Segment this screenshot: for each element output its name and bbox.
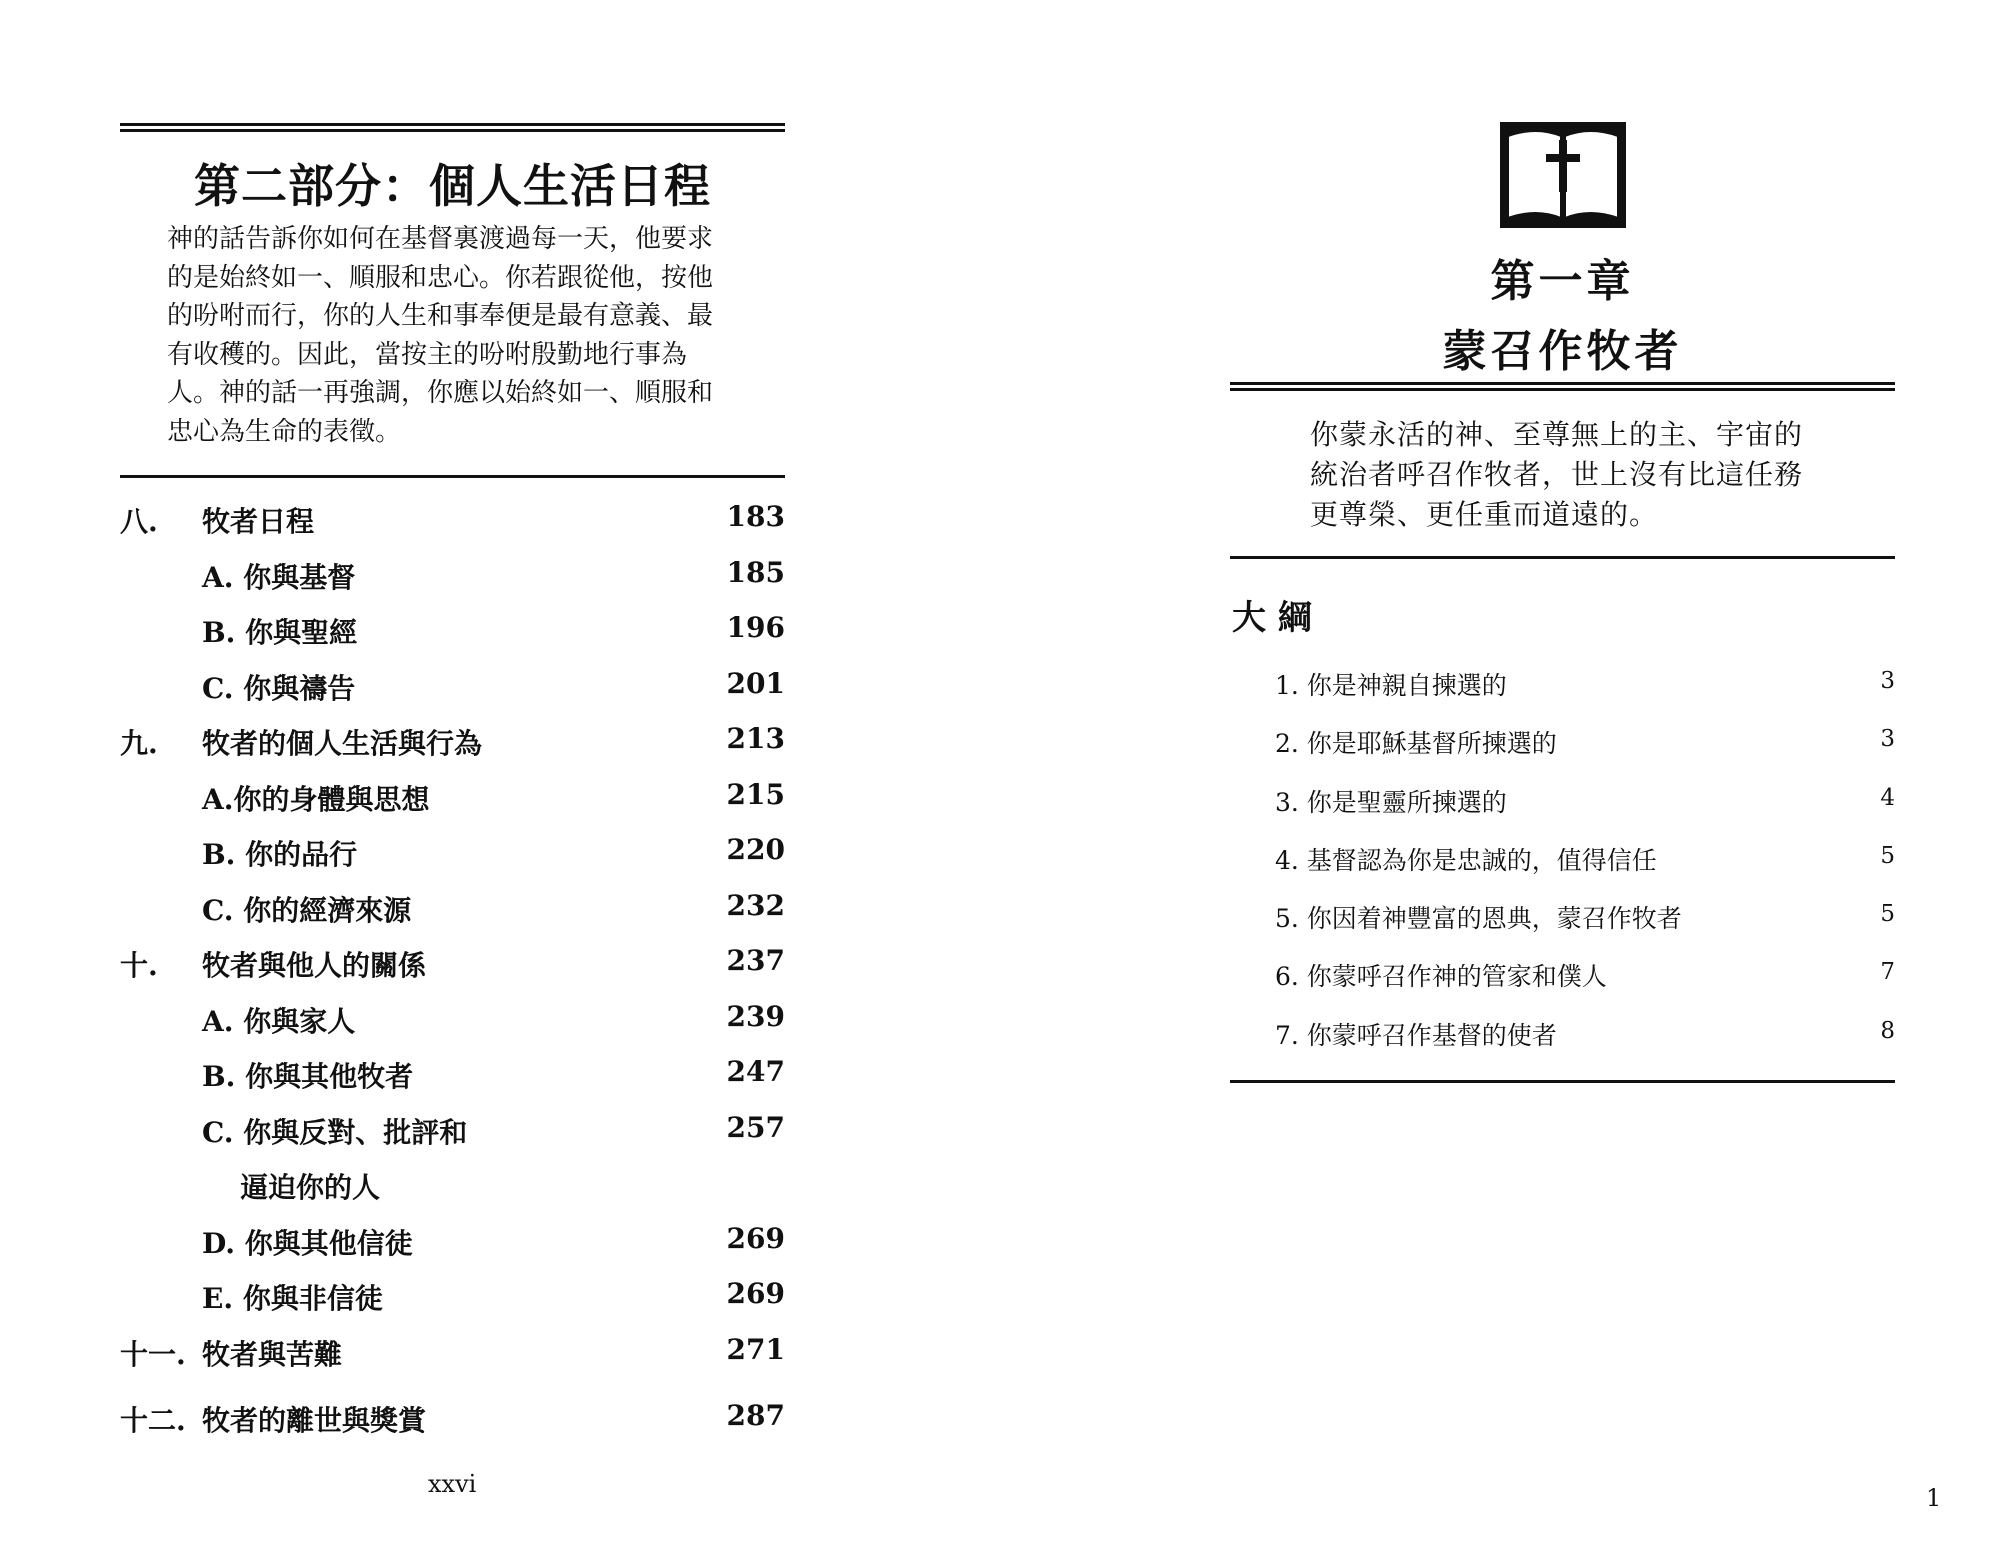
toc-number: 九. [120, 727, 158, 760]
toc-title: 逼迫你的人 [240, 1171, 381, 1204]
toc-title: 牧者的個人生活與行為 [202, 727, 483, 760]
toc-number: 八. [120, 505, 158, 538]
outline-item[interactable] [1275, 947, 1895, 1005]
toc-page: 269 [726, 1221, 785, 1255]
part-title: 第二部分：個人生活日程 [194, 159, 711, 213]
toc-entry[interactable] [120, 490, 785, 546]
outline-item-page: 7 [1880, 959, 1895, 986]
toc-entry[interactable] [120, 1389, 785, 1445]
outline-item-page: 8 [1880, 1017, 1895, 1044]
toc-page: 269 [726, 1277, 785, 1310]
outline-item[interactable] [1275, 773, 1895, 831]
toc-page: 232 [726, 888, 785, 922]
toc-page: 201 [726, 666, 785, 700]
toc-entry[interactable] [120, 546, 785, 602]
chapter-title: 蒙召作牧者 [1442, 326, 1683, 377]
toc-entry[interactable] [120, 934, 785, 990]
toc-page: 287 [726, 1398, 785, 1432]
toc-number: 十二. [120, 1403, 186, 1437]
page-number: 1 [1926, 1484, 1942, 1512]
toc-page: 271 [726, 1332, 785, 1366]
toc-entry[interactable] [120, 879, 785, 935]
toc-title: C. 你的經濟來源 [202, 893, 412, 927]
part-intro [167, 220, 747, 451]
toc-entry-continuation [120, 1156, 785, 1212]
chapter-label: 第一章 [1490, 256, 1635, 307]
intro-line: 忠心為生命的表徵。 [167, 416, 402, 447]
outline-item-text: 4. 基督認為你是忠誠的，值得信任 [1275, 845, 1657, 875]
chapter-outline [1275, 656, 1895, 1064]
toc-title: B. 你與其他牧者 [202, 1060, 414, 1093]
outline-item-text: 1. 你是神親自揀選的 [1275, 671, 1507, 700]
outline-item-text: 5. 你因着神豐富的恩典，蒙召作牧者 [1275, 904, 1682, 934]
toc-entry[interactable] [120, 990, 785, 1046]
outline-item[interactable] [1275, 889, 1895, 947]
outline-item[interactable] [1275, 714, 1895, 772]
toc-page: 213 [726, 722, 785, 755]
toc-page: 257 [726, 1110, 785, 1144]
intro-line: 有收穫的。因此，當按主的吩咐殷勤地行事為 [167, 339, 688, 370]
toc-page: 220 [726, 833, 785, 866]
toc-entry[interactable] [120, 712, 785, 768]
outline-item[interactable] [1275, 1006, 1895, 1064]
outline-item-text: 7. 你蒙呼召作基督的使者 [1275, 1020, 1557, 1050]
toc-entry[interactable] [120, 1267, 785, 1323]
toc-title: 牧者與苦難 [202, 1337, 343, 1371]
toc-title: D. 你與其他信徒 [202, 1226, 413, 1260]
intro-line: 的吩咐而行，你的人生和事奉便是最有意義、最 [167, 301, 714, 331]
outline-item[interactable] [1275, 656, 1895, 714]
toc-title: 牧者與他人的關係 [202, 949, 427, 982]
toc-number: 十一. [120, 1337, 186, 1371]
toc-page: 247 [726, 1055, 785, 1088]
toc-title: A. 你與家人 [202, 1004, 356, 1038]
toc-title: 牧者日程 [202, 505, 315, 538]
outline-item-text: 3. 你是聖靈所揀選的 [1275, 787, 1507, 817]
toc-page: 215 [726, 777, 785, 811]
toc-entry[interactable] [120, 768, 785, 824]
toc-entry[interactable] [120, 1045, 785, 1101]
top-double-rule [120, 123, 785, 132]
toc-number: 十. [120, 949, 158, 982]
outline-item-page: 3 [1880, 726, 1895, 753]
toc-title: C. 你與反對、批評和 [202, 1115, 468, 1149]
toc-entry[interactable] [120, 1323, 785, 1389]
open-bible-cross-icon [1498, 120, 1628, 230]
toc-page: 185 [726, 555, 785, 589]
toc-title: B. 你與聖經 [202, 616, 358, 649]
outline-item-page: 3 [1880, 668, 1895, 694]
outline-heading: 大 綱 [1232, 598, 1312, 638]
chapter-double-rule [1230, 382, 1895, 391]
intro-line: 人。神的話一再強調，你應以始終如一、順服和 [167, 378, 714, 408]
toc-page: 239 [726, 999, 785, 1033]
outline-item-text: 6. 你蒙呼召作神的管家和僕人 [1275, 962, 1607, 992]
summary-rule [1230, 556, 1895, 559]
table-of-contents [120, 490, 785, 1444]
page-number: xxvi [428, 1470, 477, 1498]
toc-entry[interactable] [120, 657, 785, 713]
summary-line: 更尊榮、更任重而道遠的。 [1310, 498, 1659, 531]
toc-entry[interactable] [120, 1101, 785, 1157]
outline-item-page: 5 [1880, 842, 1895, 869]
toc-title: B. 你的品行 [202, 838, 358, 871]
toc-rule [120, 475, 785, 478]
toc-title: A. 你與基督 [202, 560, 356, 594]
summary-line: 你蒙永活的神、至尊無上的主、宇宙的 [1310, 418, 1804, 451]
intro-line: 的是始終如一、順服和忠心。你若跟從他，按他 [167, 262, 714, 293]
toc-title: 牧者的離世與獎賞 [202, 1403, 427, 1437]
outline-item-page: 5 [1880, 901, 1895, 928]
toc-title: E. 你與非信徒 [202, 1282, 383, 1315]
intro-line: 神的話告訴你如何在基督裏渡過每一天，他要求 [167, 224, 714, 254]
toc-title: A.你的身體與思想 [202, 782, 430, 816]
outline-item[interactable] [1275, 831, 1895, 889]
outline-item-page: 4 [1880, 784, 1895, 811]
toc-page: 183 [726, 500, 785, 533]
right-page [1000, 0, 2000, 1556]
toc-entry[interactable] [120, 1212, 785, 1268]
outline-rule [1230, 1080, 1895, 1083]
summary-line: 統治者呼召作牧者，世上沒有比這任務 [1310, 458, 1804, 491]
toc-entry[interactable] [120, 823, 785, 879]
toc-page: 196 [726, 611, 785, 644]
chapter-summary [1310, 415, 1870, 535]
toc-page: 237 [726, 944, 785, 977]
toc-title: C. 你與禱告 [202, 671, 356, 705]
toc-entry[interactable] [120, 601, 785, 657]
outline-item-text: 2. 你是耶穌基督所揀選的 [1275, 729, 1557, 759]
